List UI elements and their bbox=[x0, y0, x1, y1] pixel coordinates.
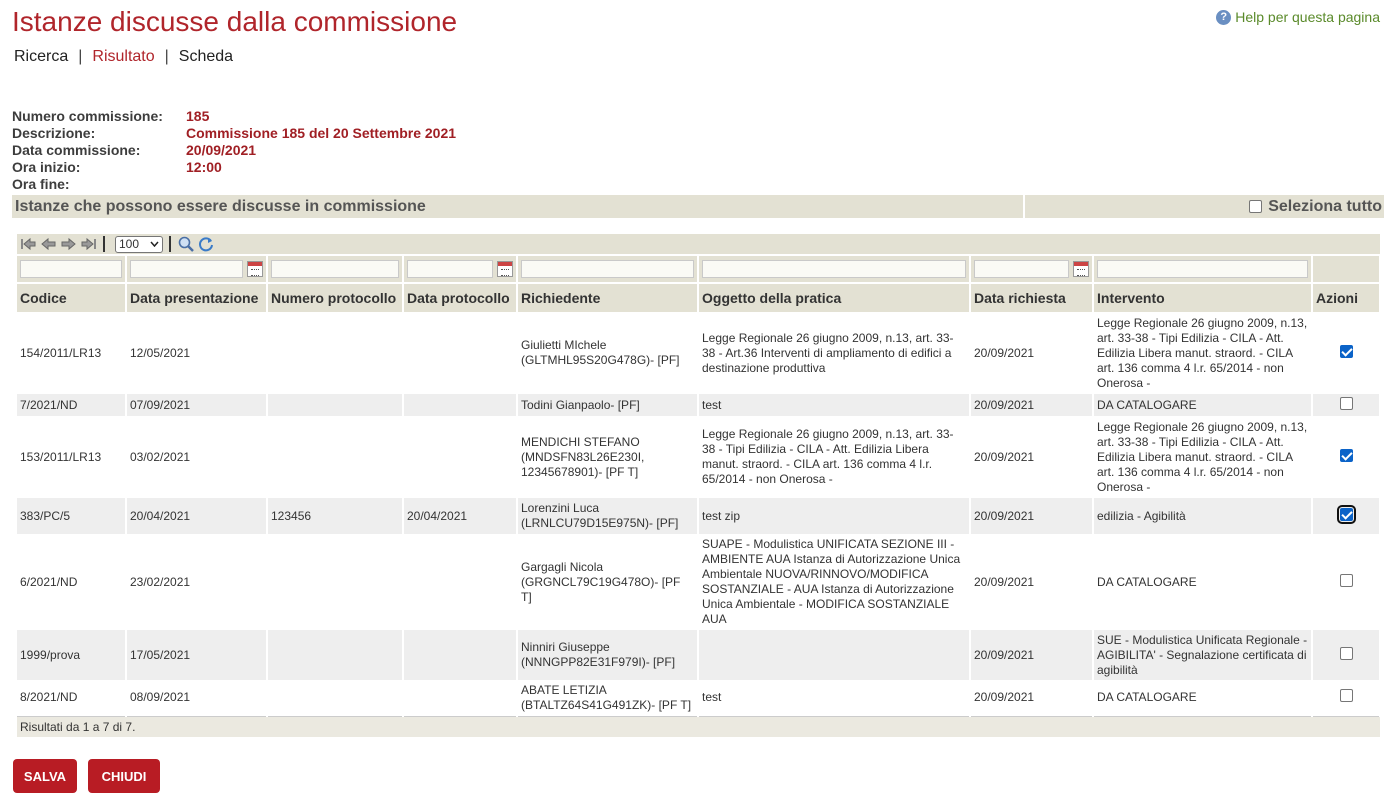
select-row-checkbox[interactable] bbox=[1340, 345, 1353, 358]
select-row-checkbox[interactable] bbox=[1340, 397, 1353, 410]
help-icon: ? bbox=[1216, 10, 1231, 25]
search-icon bbox=[177, 235, 195, 253]
cell-azioni bbox=[1312, 630, 1380, 680]
cell-data-protocollo bbox=[403, 312, 517, 394]
table-row bbox=[17, 416, 1380, 498]
results-count: Risultati da 1 a 7 di 7. bbox=[17, 716, 1380, 737]
section-title: Istanze che possono essere discusse in commissione bbox=[12, 195, 1025, 218]
column-header-intervento[interactable]: Intervento bbox=[1093, 283, 1312, 312]
column-header-numero-protocollo[interactable]: Numero protocollo bbox=[267, 283, 403, 312]
cell-data-presentazione: 17/05/2021 bbox=[126, 630, 267, 680]
filter-data-presentazione-input[interactable] bbox=[130, 260, 243, 278]
cell-numero-protocollo: 123456 bbox=[267, 498, 403, 534]
commission-info bbox=[12, 108, 456, 193]
cell-azioni bbox=[1312, 680, 1380, 716]
cell-numero-protocollo bbox=[267, 630, 403, 680]
table-row bbox=[17, 534, 1380, 630]
filter-numero-protocollo-input[interactable] bbox=[271, 260, 399, 278]
first-page-icon bbox=[20, 237, 37, 251]
commission-start-time: 12:00 bbox=[186, 159, 222, 175]
help-label: Help per questa pagina bbox=[1235, 9, 1380, 25]
cell-data-protocollo bbox=[403, 394, 517, 416]
select-row-checkbox[interactable] bbox=[1340, 508, 1353, 521]
cell-numero-protocollo bbox=[267, 416, 403, 498]
filter-data-protocollo-input[interactable] bbox=[407, 260, 493, 278]
help-link[interactable] bbox=[1216, 9, 1380, 25]
tab-ricerca[interactable]: Ricerca bbox=[14, 48, 69, 65]
cell-intervento: Legge Regionale 26 giugno 2009, n.13, art. 33-38 - Tipi Edilizia - CILA - Att. Edilizia Libera manut. straord. - CILA art. 136 comma 4 l.r. 65/2014 - non Onerosa - bbox=[1093, 312, 1312, 394]
cell-numero-protocollo bbox=[267, 312, 403, 394]
cell-intervento: SUE - Modulistica Unificata Regionale - AGIBILITA' - Segnalazione certificata di agibilità bbox=[1093, 630, 1312, 680]
cell-richiedente: Giulietti MIchele (GLTMHL95S20G478G)- [PF] bbox=[517, 312, 698, 394]
tab-risultato[interactable]: Risultato bbox=[92, 48, 155, 65]
cell-numero-protocollo bbox=[267, 534, 403, 630]
filter-richiedente-input[interactable] bbox=[521, 260, 694, 278]
select-all-label: Seleziona tutto bbox=[1268, 197, 1382, 215]
cell-data-richiesta: 20/09/2021 bbox=[970, 498, 1093, 534]
cell-codice[interactable]: 6/2021/ND bbox=[17, 534, 126, 630]
cell-richiedente: Todini Gianpaolo- [PF] bbox=[517, 394, 698, 416]
calendar-icon[interactable] bbox=[497, 261, 513, 277]
cell-azioni bbox=[1312, 534, 1380, 630]
column-header-data-presentazione[interactable]: Data presentazione bbox=[126, 283, 267, 312]
prev-page-button[interactable] bbox=[39, 236, 57, 252]
column-header-richiedente[interactable]: Richiedente bbox=[517, 283, 698, 312]
cell-data-presentazione: 23/02/2021 bbox=[126, 534, 267, 630]
toolbar-separator bbox=[103, 236, 105, 252]
first-page-button[interactable] bbox=[19, 236, 37, 252]
calendar-icon[interactable] bbox=[1073, 261, 1089, 277]
last-page-icon bbox=[80, 237, 97, 251]
search-button[interactable] bbox=[177, 236, 195, 252]
field-label: Ora fine: bbox=[12, 176, 70, 192]
cell-data-presentazione: 03/02/2021 bbox=[126, 416, 267, 498]
column-header-codice[interactable]: Codice bbox=[17, 283, 126, 312]
cell-oggetto: test zip bbox=[698, 498, 970, 534]
cell-oggetto: Legge Regionale 26 giugno 2009, n.13, art. 33-38 - Art.36 Interventi di ampliamento di edifici a destinazione produttiva bbox=[698, 312, 970, 394]
filter-intervento-input[interactable] bbox=[1097, 260, 1308, 278]
toolbar-separator bbox=[169, 236, 171, 252]
field-label: Numero commissione: bbox=[12, 108, 163, 124]
calendar-icon[interactable] bbox=[247, 261, 263, 277]
grid-toolbar bbox=[17, 234, 1380, 254]
cell-data-richiesta: 20/09/2021 bbox=[970, 680, 1093, 716]
cell-data-richiesta: 20/09/2021 bbox=[970, 394, 1093, 416]
cell-data-richiesta: 20/09/2021 bbox=[970, 416, 1093, 498]
cell-numero-protocollo bbox=[267, 680, 403, 716]
column-header-azioni: Azioni bbox=[1312, 283, 1380, 312]
cell-data-presentazione: 08/09/2021 bbox=[126, 680, 267, 716]
column-header-data-protocollo[interactable]: Data protocollo bbox=[403, 283, 517, 312]
filter-row bbox=[17, 256, 1380, 283]
cell-data-presentazione: 12/05/2021 bbox=[126, 312, 267, 394]
select-row-checkbox[interactable] bbox=[1340, 689, 1353, 702]
cell-codice[interactable]: 153/2011/LR13 bbox=[17, 416, 126, 498]
field-label: Ora inizio: bbox=[12, 159, 81, 175]
page-size-value: 100 bbox=[119, 237, 140, 251]
cell-data-richiesta: 20/09/2021 bbox=[970, 534, 1093, 630]
next-page-icon bbox=[60, 237, 77, 251]
cell-richiedente: MENDICHI STEFANO (MNDSFN83L26E230I, 12345678901)- [PF T] bbox=[517, 416, 698, 498]
cell-codice[interactable]: 1999/prova bbox=[17, 630, 126, 680]
column-header-oggetto[interactable]: Oggetto della pratica bbox=[698, 283, 970, 312]
tab-separator: | bbox=[78, 48, 83, 65]
table-row bbox=[17, 630, 1380, 680]
commission-date: 20/09/2021 bbox=[186, 142, 257, 158]
cell-intervento: edilizia - Agibilità bbox=[1093, 498, 1312, 534]
table-row bbox=[17, 498, 1380, 534]
column-header-data-richiesta[interactable]: Data richiesta bbox=[970, 283, 1093, 312]
select-row-checkbox[interactable] bbox=[1340, 574, 1353, 587]
cell-data-protocollo bbox=[403, 534, 517, 630]
cell-numero-protocollo bbox=[267, 394, 403, 416]
cell-richiedente: Ninniri Giuseppe (NNNGPP82E31F979I)- [PF] bbox=[517, 630, 698, 680]
cell-oggetto bbox=[698, 630, 970, 680]
tab-scheda[interactable]: Scheda bbox=[178, 48, 234, 65]
header-row bbox=[17, 283, 1380, 312]
filter-data-richiesta-input[interactable] bbox=[974, 260, 1069, 278]
filter-oggetto-input[interactable] bbox=[702, 260, 966, 278]
cell-azioni bbox=[1312, 312, 1380, 394]
filter-codice-input[interactable] bbox=[20, 260, 122, 278]
commission-description: Commissione 185 del 20 Settembre 2021 bbox=[186, 125, 457, 141]
cell-oggetto: SUAPE - Modulistica UNIFICATA SEZIONE III - AMBIENTE AUA Istanza di Autorizzazione Unica Ambientale NUOVA/RINNOVO/MODIFICA SOSTANZIALE - AUA Istanza di Autorizzazione Unica Ambientale - MODIFICA SOSTANZIALE AUA bbox=[698, 534, 970, 630]
cell-data-richiesta: 20/09/2021 bbox=[970, 630, 1093, 680]
field-label: Descrizione: bbox=[12, 125, 96, 141]
select-all-checkbox[interactable] bbox=[1249, 200, 1262, 213]
cell-oggetto: test bbox=[698, 680, 970, 716]
select-all[interactable] bbox=[1025, 195, 1384, 218]
field-label: Data commissione: bbox=[12, 142, 141, 158]
cell-oggetto: Legge Regionale 26 giugno 2009, n.13, art. 33-38 - Tipi Edilizia - CILA - Att. Edilizia Libera manut. straord. - CILA art. 136 comma 4 l.r. 65/2014 - non Onerosa - bbox=[698, 416, 970, 498]
cell-richiedente: ABATE LETIZIA (BTALTZ64S41G491ZK)- [PF T] bbox=[517, 680, 698, 716]
table-row bbox=[17, 312, 1380, 394]
save-button[interactable]: SALVA bbox=[13, 759, 77, 793]
chevron-down-icon bbox=[150, 241, 159, 247]
next-page-button[interactable] bbox=[59, 236, 77, 252]
page-title: Istanze discusse dalla commissione bbox=[12, 6, 458, 37]
cell-codice[interactable]: 7/2021/ND bbox=[17, 394, 126, 416]
section-header bbox=[12, 195, 1384, 218]
cell-data-protocollo bbox=[403, 416, 517, 498]
cell-data-protocollo bbox=[403, 680, 517, 716]
table-footer bbox=[17, 716, 1380, 737]
commission-number: 185 bbox=[186, 108, 210, 124]
refresh-button[interactable] bbox=[197, 236, 215, 252]
cell-richiedente: Gargagli Nicola (GRGNCL79C19G478O)- [PF T] bbox=[517, 534, 698, 630]
cell-azioni bbox=[1312, 498, 1380, 534]
cell-codice[interactable]: 383/PC/5 bbox=[17, 498, 126, 534]
cell-intervento: DA CATALOGARE bbox=[1093, 394, 1312, 416]
close-button[interactable]: CHIUDI bbox=[88, 759, 160, 793]
page-size-select[interactable] bbox=[115, 236, 163, 253]
cell-azioni bbox=[1312, 416, 1380, 498]
cell-oggetto: test bbox=[698, 394, 970, 416]
cell-intervento: Legge Regionale 26 giugno 2009, n.13, art. 33-38 - Tipi Edilizia - CILA - Att. Edilizia Libera manut. straord. - CILA art. 136 comma 4 l.r. 65/2014 - non Onerosa - bbox=[1093, 416, 1312, 498]
cell-azioni bbox=[1312, 394, 1380, 416]
cell-intervento: DA CATALOGARE bbox=[1093, 534, 1312, 630]
cell-data-richiesta: 20/09/2021 bbox=[970, 312, 1093, 394]
cell-intervento: DA CATALOGARE bbox=[1093, 680, 1312, 716]
cell-data-presentazione: 07/09/2021 bbox=[126, 394, 267, 416]
table-row bbox=[17, 680, 1380, 716]
table-row bbox=[17, 394, 1380, 416]
prev-page-icon bbox=[40, 237, 57, 251]
refresh-icon bbox=[197, 235, 215, 253]
cell-data-protocollo bbox=[403, 630, 517, 680]
cell-data-protocollo: 20/04/2021 bbox=[403, 498, 517, 534]
cell-richiedente: Lorenzini Luca (LRNLCU79D15E975N)- [PF] bbox=[517, 498, 698, 534]
tab-separator: | bbox=[164, 48, 169, 65]
select-row-checkbox[interactable] bbox=[1340, 449, 1353, 462]
select-row-checkbox[interactable] bbox=[1340, 647, 1353, 660]
cell-codice[interactable]: 154/2011/LR13 bbox=[17, 312, 126, 394]
last-page-button[interactable] bbox=[79, 236, 97, 252]
cell-codice[interactable]: 8/2021/ND bbox=[17, 680, 126, 716]
cell-data-presentazione: 20/04/2021 bbox=[126, 498, 267, 534]
results-table bbox=[17, 256, 1381, 737]
tab-bar bbox=[14, 48, 233, 66]
